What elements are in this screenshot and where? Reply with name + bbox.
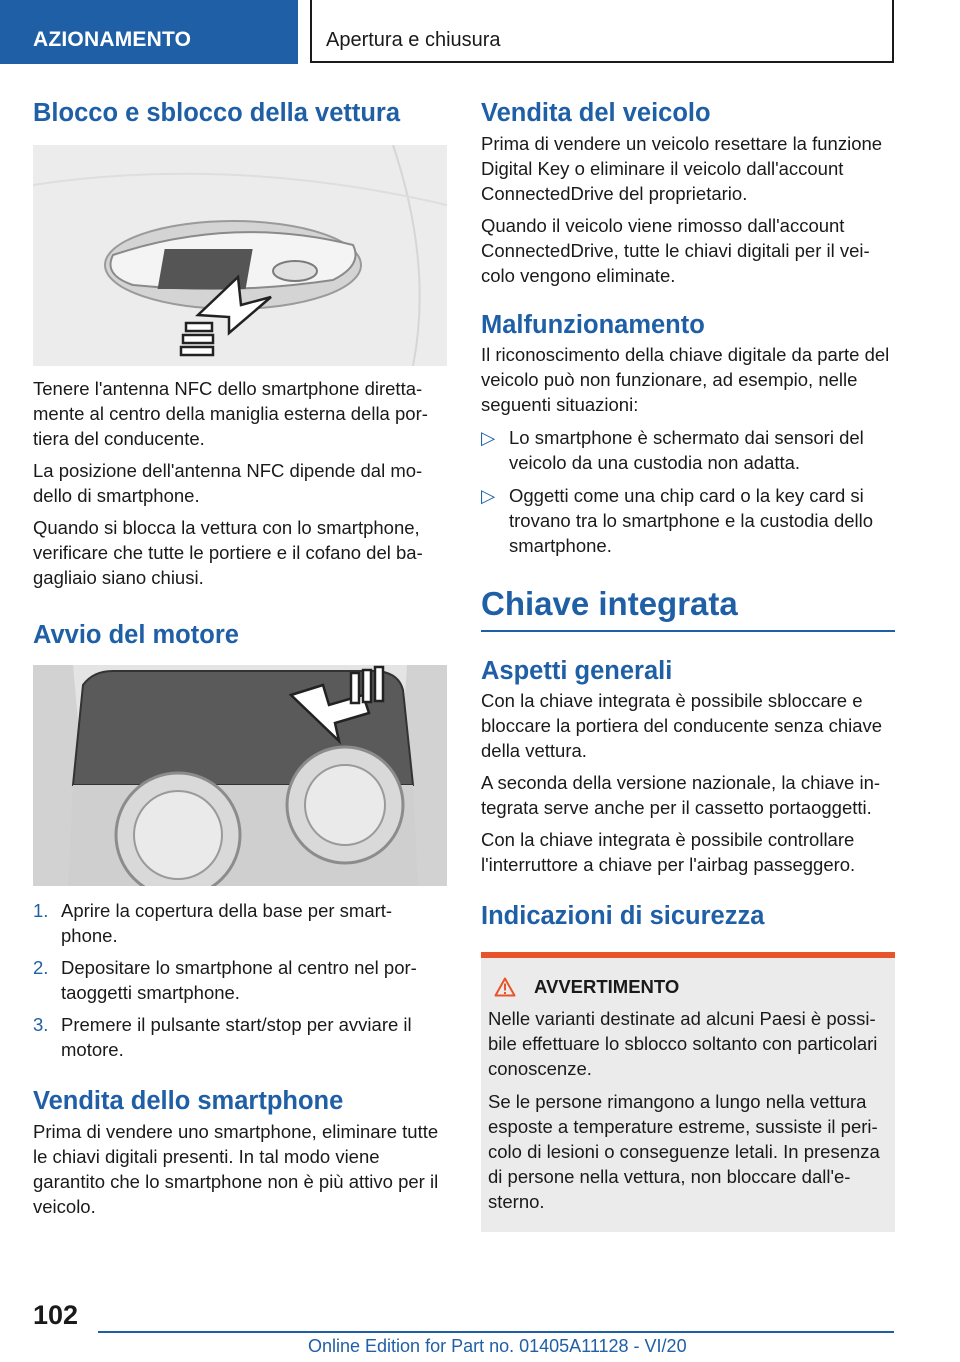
list-item: 1. Aprire la copertura della base per smart-phone. bbox=[33, 900, 393, 947]
triangle-bullet-icon: ▷ bbox=[481, 427, 496, 449]
step-number: 3. bbox=[33, 1014, 49, 1036]
right-column bbox=[481, 98, 895, 1232]
smartphone-tray-illustration bbox=[33, 665, 447, 886]
sale-vehicle-heading: Vendita del veicolo bbox=[481, 99, 711, 127]
page-number: 102 bbox=[33, 1300, 79, 1330]
triangle-bullet-icon: ▷ bbox=[481, 485, 496, 507]
key-heading: Chiave integrata bbox=[481, 585, 738, 623]
sale-vehicle-paragraph-2: Quando il veicolo viene rimosso dall'account ConnectedDrive, tutte le chiavi digitali per il vei-colo vengono eliminate. bbox=[481, 214, 870, 286]
warning-triangle-icon bbox=[494, 977, 516, 997]
general-heading: Aspetti generali bbox=[481, 656, 673, 685]
malfunction-paragraph: Il riconoscimento della chiave digitale da parte del veicolo può non funzionare, ad esempio, nelle seguenti situazioni: bbox=[481, 344, 890, 416]
left-column bbox=[33, 98, 447, 1219]
sale-phone-heading: Vendita dello smartphone bbox=[33, 1087, 344, 1116]
list-item: ▷ Lo smartphone è schermato dai sensori del veicolo da una custodia non adatta. bbox=[481, 427, 864, 474]
sale-phone-paragraph: Prima di vendere uno smartphone, eliminare tutte le chiavi digitali presenti. In tal modo viene garantito che lo smartphone non è più attivo per il veicolo. bbox=[33, 1120, 439, 1217]
list-item: 3. Premere il pulsante start/stop per avviare il motore. bbox=[33, 1014, 412, 1061]
engine-heading: Avvio del motore bbox=[33, 620, 239, 649]
lock-paragraph-1: Tenere l'antenna NFC dello smartphone diretta-mente al centro della maniglia esterna della por-tiera del conducente. bbox=[33, 377, 428, 449]
step-number: 1. bbox=[33, 900, 49, 922]
section-tab bbox=[0, 0, 298, 64]
door-handle-illustration bbox=[33, 145, 447, 366]
footer-rule bbox=[98, 1331, 894, 1333]
warning-box bbox=[481, 952, 895, 1232]
chapter-title: Apertura e chiusura bbox=[326, 29, 501, 51]
safety-heading: Indicazioni di sicurezza bbox=[481, 902, 765, 931]
engine-steps-list bbox=[33, 898, 447, 1062]
general-paragraph-3: Con la chiave integrata è possibile controllare l'interruttore a chiave per l'airbag passeggero. bbox=[481, 829, 856, 876]
general-paragraph-1: Con la chiave integrata è possibile sbloccare e bloccare la portiera del conducente senza chiave della vettura. bbox=[481, 690, 883, 762]
step-number: 2. bbox=[33, 957, 49, 979]
malfunction-bullets bbox=[481, 425, 895, 558]
lock-paragraph-2: La posizione dell'antenna NFC dipende dal mo-dello di smartphone. bbox=[33, 459, 423, 506]
sale-vehicle-paragraph-1: Prima di vendere un veicolo resettare la funzione Digital Key o eliminare il veicolo dall'account ConnectedDrive del proprietario. bbox=[481, 132, 883, 204]
list-item: ▷ Oggetti come una chip card o la key card si trovano tra lo smartphone e la custodia dello smartphone. bbox=[481, 485, 874, 557]
key-heading-block bbox=[481, 584, 895, 632]
list-item: 2. Depositare lo smartphone al centro nel por-taoggetti smartphone. bbox=[33, 957, 417, 1004]
lock-paragraph-3: Quando si blocca la vettura con lo smartphone, verificare che tutte le portiere e il cofano del ba-gagliaio siano chiusi. bbox=[33, 516, 423, 588]
warning-title: AVVERTIMENTO bbox=[488, 976, 889, 998]
malfunction-heading: Malfunzionamento bbox=[481, 310, 705, 339]
lock-heading: Blocco e sblocco della vettura bbox=[33, 99, 401, 127]
edition-note: Online Edition for Part no. 01405A11128 - VI/20 bbox=[308, 1336, 687, 1356]
general-paragraph-2: A seconda della versione nazionale, la chiave in-tegrata serve anche per il cassetto portaoggetti. bbox=[481, 772, 881, 819]
warning-paragraph-2: Se le persone rimangono a lungo nella vettura esposte a temperature estreme, sussiste il peri-colo di lesioni o conseguenze letali. In presenza di persone nella vettura, non bloccare dall'e-sterno. bbox=[488, 1090, 880, 1212]
warning-paragraph-1: Nelle varianti destinate ad alcuni Paesi è possi-bile effettuare lo sblocco soltanto con particolari conoscenze. bbox=[488, 1007, 878, 1079]
chapter-tab bbox=[310, 0, 894, 63]
section-title: AZIONAMENTO bbox=[33, 28, 192, 51]
